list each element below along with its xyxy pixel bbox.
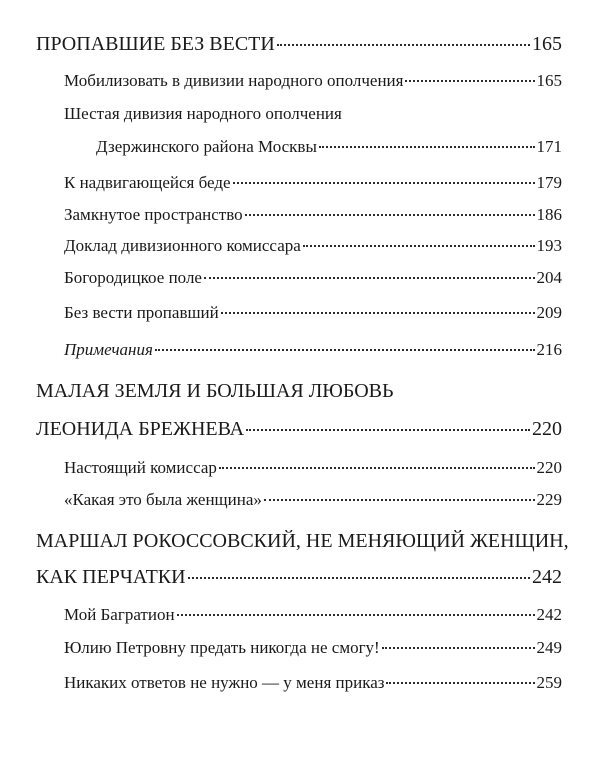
dot-leader — [277, 44, 530, 46]
toc-entry-moy-bagration — [64, 605, 562, 625]
toc-entry-page: 171 — [536, 137, 562, 156]
toc-entry-title: Доклад дивизионного комиссара — [64, 236, 301, 255]
toc-entry-page: 179 — [536, 173, 562, 192]
toc-entry-bez-vesti — [64, 303, 562, 323]
dot-leader — [264, 499, 535, 501]
toc-entry-yuliyu-petrovnu — [64, 638, 562, 658]
toc-entry-page: 209 — [536, 303, 562, 322]
dot-leader — [319, 146, 535, 148]
toc-entry-zamknutoe — [64, 205, 562, 225]
toc-entry-title: К надвигающейся беде — [64, 173, 231, 192]
toc-entry-doklad — [64, 236, 562, 256]
dot-leader — [233, 182, 535, 184]
toc-entry-kak-perchatki — [36, 566, 562, 589]
toc-entry-title: ЛЕОНИДА БРЕЖНЕВА — [36, 418, 245, 440]
toc-entry-title: Дзержинского района Москвы — [96, 137, 317, 156]
toc-entry-title: МАЛАЯ ЗЕМЛЯ И БОЛЬШАЯ ЛЮБОВЬ — [36, 380, 394, 402]
dot-leader — [204, 277, 535, 279]
toc-entry-page: 186 — [536, 205, 562, 224]
dot-leader — [382, 647, 535, 649]
dot-leader — [219, 467, 535, 469]
dot-leader — [246, 429, 530, 431]
toc-entry-page: 165 — [532, 33, 562, 55]
toc-entry-malaya-zemlya — [36, 380, 562, 403]
toc-entry-title: Без вести пропавший — [64, 303, 219, 322]
toc-entry-title: Никаких ответов не нужно — у меня приказ — [64, 673, 385, 692]
toc-entry-title: Богородицкое поле — [64, 268, 202, 287]
toc-entry-propavshie — [36, 33, 562, 56]
toc-entry-title: Мобилизовать в дивизии народного ополчения — [64, 71, 404, 90]
toc-entry-page: 242 — [532, 566, 562, 588]
toc-entry-page: 193 — [536, 236, 562, 255]
toc-entry-nastoyashchiy — [64, 458, 562, 478]
toc-entry-title: Юлию Петровну предать никогда не смогу! — [64, 638, 380, 657]
toc-entry-dzerzhinskogo — [96, 137, 562, 157]
dot-leader — [245, 214, 535, 216]
toc-entry-bogoroditskoe — [64, 268, 562, 288]
toc-entry-page: 242 — [536, 605, 562, 624]
dot-leader — [221, 312, 535, 314]
toc-entry-title: Настоящий комиссар — [64, 458, 217, 477]
toc-entry-nikakikh-otvetov — [64, 673, 562, 693]
toc-entry-title: ПРОПАВШИЕ БЕЗ ВЕСТИ — [36, 33, 275, 55]
toc-entry-kakaya-eto — [64, 490, 562, 510]
dot-leader — [177, 614, 535, 616]
toc-entry-page: 165 — [536, 71, 562, 90]
dot-leader — [386, 682, 534, 684]
toc-entry-title: Замкнутое пространство — [64, 205, 243, 224]
toc-entry-title: МАРШАЛ РОКОССОВСКИЙ, НЕ МЕНЯЮЩИЙ ЖЕНЩИН, — [36, 530, 569, 552]
dot-leader — [303, 245, 535, 247]
toc-entry-title: Примечания — [64, 340, 153, 359]
toc-entry-page: 204 — [536, 268, 562, 287]
toc-entry-leonida-brezhneva — [36, 418, 562, 441]
toc-entry-title: Мой Багратион — [64, 605, 175, 624]
dot-leader — [155, 349, 535, 351]
toc-entry-marshal — [36, 530, 569, 553]
toc-entry-mobilizovat — [64, 71, 562, 91]
dot-leader — [405, 80, 534, 82]
toc-entry-k-nadvigayushcheysya — [64, 173, 562, 193]
toc-entry-shestaya — [64, 104, 562, 124]
toc-entry-page: 216 — [536, 340, 562, 359]
toc-entry-primechaniya — [64, 340, 562, 360]
toc-entry-page: 229 — [536, 490, 562, 509]
toc-entry-page: 220 — [532, 418, 562, 440]
toc-entry-page: 259 — [536, 673, 562, 692]
toc-entry-title: «Какая это была женщина» — [64, 490, 262, 509]
toc-entry-title: Шестая дивизия народного ополчения — [64, 104, 342, 123]
toc-entry-page: 249 — [536, 638, 562, 657]
toc-entry-title: КАК ПЕРЧАТКИ — [36, 566, 186, 588]
toc-entry-page: 220 — [536, 458, 562, 477]
dot-leader — [188, 577, 530, 579]
